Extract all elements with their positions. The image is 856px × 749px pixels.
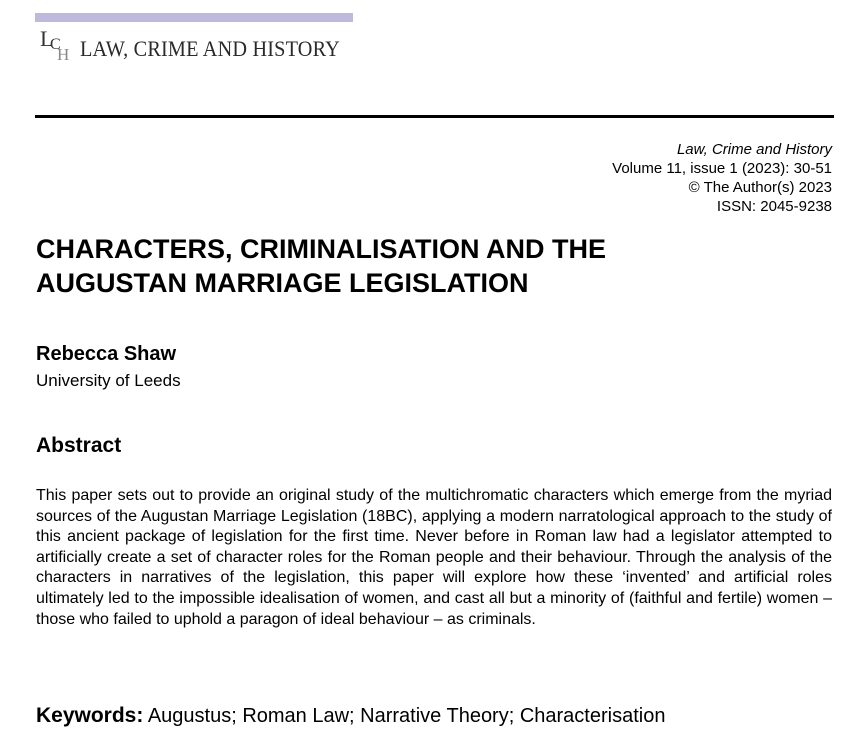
citation-volume: Volume 11, issue 1 (2023): 30-51 [612, 160, 832, 177]
keywords-list: Augustus; Roman Law; Narrative Theory; Characterisation [147, 705, 666, 727]
abstract-text: This paper sets out to provide an original study of the multichromatic characters which emerge from the myriad sources of the Augustan Marriage Legislation (18BC), applying a modern narratological approach to the study of this ancient package of legislation for the first time. Never before in Roman law had a legislator attempted to artificially create a set of character roles for the Roman people and their behaviour. Through the analysis of the characters in narratives of the legislation, this paper will explore how these ‘invented’ and artificial roles ultimately led to the impossible idealisation of women, and cast all but a minority of (faithful and fertile) women – those who failed to uphold a paragon of ideal behaviour – as criminals. [36, 487, 832, 628]
journal-logo [40, 28, 74, 66]
author-name: Rebecca Shaw [36, 343, 177, 365]
logo-letter: L [40, 26, 54, 51]
article-title: CHARACTERS, CRIMINALISATION AND THE AUGUSTAN MARRIAGE LEGISLATION [36, 234, 606, 298]
citation-issn: ISSN: 2045-9238 [716, 198, 832, 215]
logo-letter: C [50, 36, 61, 53]
header-accent-bar [35, 13, 353, 22]
keywords-line [36, 704, 665, 728]
keywords-label: Keywords: [36, 704, 144, 727]
citation-block [612, 140, 832, 216]
abstract-heading: Abstract [36, 434, 122, 457]
journal-name: LAW, CRIME AND HISTORY [80, 36, 340, 61]
citation-copyright: © The Author(s) 2023 [688, 179, 832, 196]
citation-journal: Law, Crime and History [676, 141, 832, 158]
header-divider [35, 115, 834, 118]
author-affiliation: University of Leeds [36, 371, 181, 390]
logo-letter: H [57, 45, 70, 64]
